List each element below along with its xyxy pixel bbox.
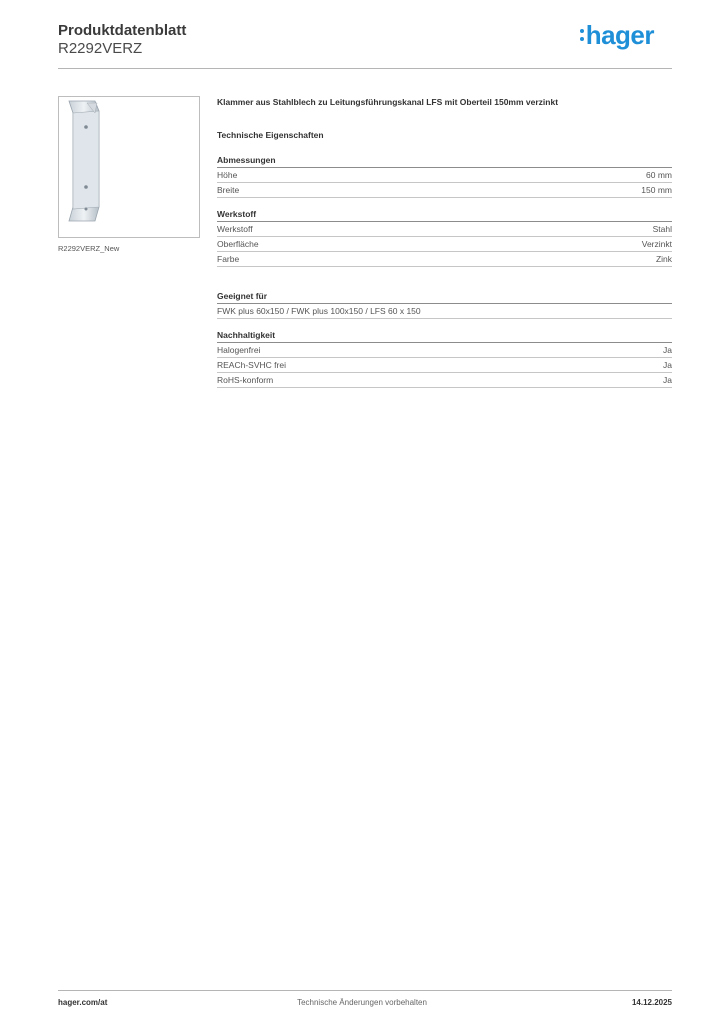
footer-date: 14.12.2025 — [631, 998, 672, 1007]
product-description: Klammer aus Stahlblech zu Leitungsführungskanal LFS mit Oberteil 150mm verzinkt — [217, 97, 559, 107]
group-title: Nachhaltigkeit — [217, 329, 672, 343]
header-divider — [58, 68, 672, 69]
group-sustainability — [217, 329, 672, 388]
image-caption: R2292VERZ_New — [58, 244, 120, 253]
table-row: FWK plus 60x150 / FWK plus 100x150 / LFS 60 x 150 — [217, 304, 672, 319]
hager-logo — [580, 20, 654, 50]
table-row: RoHS-konform Ja — [217, 373, 672, 388]
group-material — [217, 208, 672, 267]
table-row: Höhe 60 mm — [217, 168, 672, 183]
group-title: Abmessungen — [217, 154, 672, 168]
table-row: Halogenfrei Ja — [217, 343, 672, 358]
table-row: Farbe Zink — [217, 252, 672, 267]
product-details — [217, 96, 672, 385]
logo-text: hager — [585, 20, 654, 50]
metal-clamp-icon — [59, 97, 199, 237]
logo-dots-icon — [580, 24, 584, 46]
footer-website-link[interactable]: hager.com/at — [58, 998, 108, 1007]
group-title: Geeignet für — [217, 290, 672, 304]
footer-divider — [58, 990, 672, 991]
page-header — [58, 22, 672, 68]
table-row: Werkstoff Stahl — [217, 222, 672, 237]
footer-note: Technische Änderungen vorbehalten — [297, 998, 427, 1007]
table-row: Breite 150 mm — [217, 183, 672, 198]
group-dimensions — [217, 154, 672, 198]
product-image — [58, 96, 200, 238]
group-title: Werkstoff — [217, 208, 672, 222]
table-row: REACh-SVHC frei Ja — [217, 358, 672, 373]
document-title: Produktdatenblatt — [58, 22, 187, 39]
table-row: Oberfläche Verzinkt — [217, 237, 672, 252]
section-title: Technische Eigenschaften — [217, 130, 324, 140]
group-suitable-for — [217, 290, 672, 319]
product-number: R2292VERZ — [58, 40, 143, 57]
